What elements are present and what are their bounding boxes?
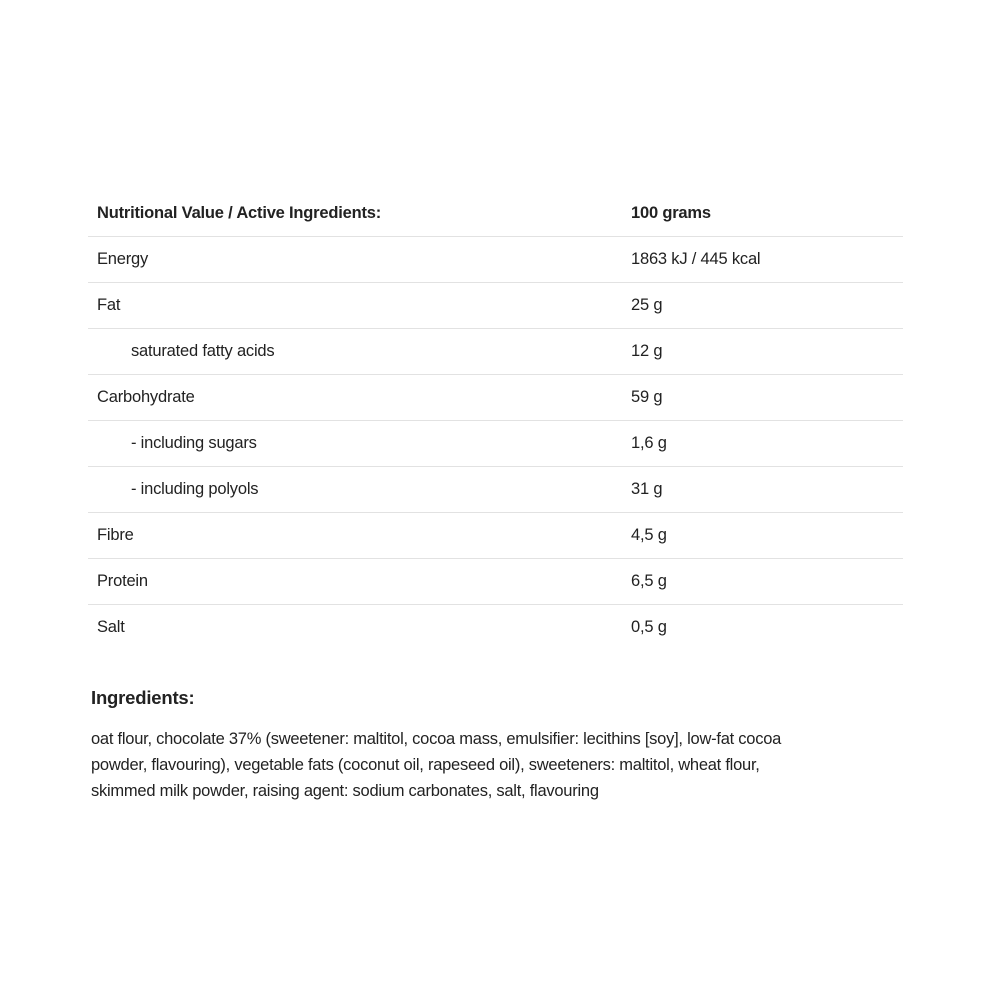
header-label: Nutritional Value / Active Ingredients: [97, 204, 382, 222]
row-label: Energy [97, 250, 149, 268]
table-row [88, 605, 903, 650]
ingredients-line: powder, flavouring), vegetable fats (coconut oil, rapeseed oil), sweeteners: maltitol, wheat flour, [91, 756, 760, 774]
table-row [88, 559, 903, 605]
row-label: Salt [97, 618, 125, 636]
nutrition-table [88, 191, 903, 650]
table-row [88, 375, 903, 421]
table-row [88, 283, 903, 329]
row-label: - including polyols [131, 480, 259, 498]
ingredients-line: oat flour, chocolate 37% (sweetener: maltitol, cocoa mass, emulsifier: lecithins [soy], low-fat cocoa [91, 730, 782, 748]
table-header-row [88, 191, 903, 237]
row-value: 12 g [631, 342, 663, 360]
header-value: 100 grams [631, 204, 711, 222]
row-value: 31 g [631, 480, 663, 498]
row-value: 59 g [631, 388, 663, 406]
table-row [88, 467, 903, 513]
row-value: 25 g [631, 296, 663, 314]
row-value: 1,6 g [631, 434, 667, 452]
ingredients-heading: Ingredients: [91, 687, 195, 708]
row-label: Protein [97, 572, 148, 590]
row-label: saturated fatty acids [131, 342, 275, 360]
row-label: - including sugars [131, 434, 257, 452]
table-row [88, 237, 903, 283]
row-label: Fat [97, 296, 121, 314]
ingredients-text [91, 726, 781, 804]
row-value: 6,5 g [631, 572, 667, 590]
table-row [88, 329, 903, 375]
row-value: 0,5 g [631, 618, 667, 636]
row-value: 1863 kJ / 445 kcal [631, 250, 761, 268]
ingredients-line: skimmed milk powder, raising agent: sodium carbonates, salt, flavouring [91, 782, 599, 800]
table-row [88, 421, 903, 467]
table-row [88, 513, 903, 559]
row-label: Carbohydrate [97, 388, 195, 406]
row-value: 4,5 g [631, 526, 667, 544]
row-label: Fibre [97, 526, 134, 544]
